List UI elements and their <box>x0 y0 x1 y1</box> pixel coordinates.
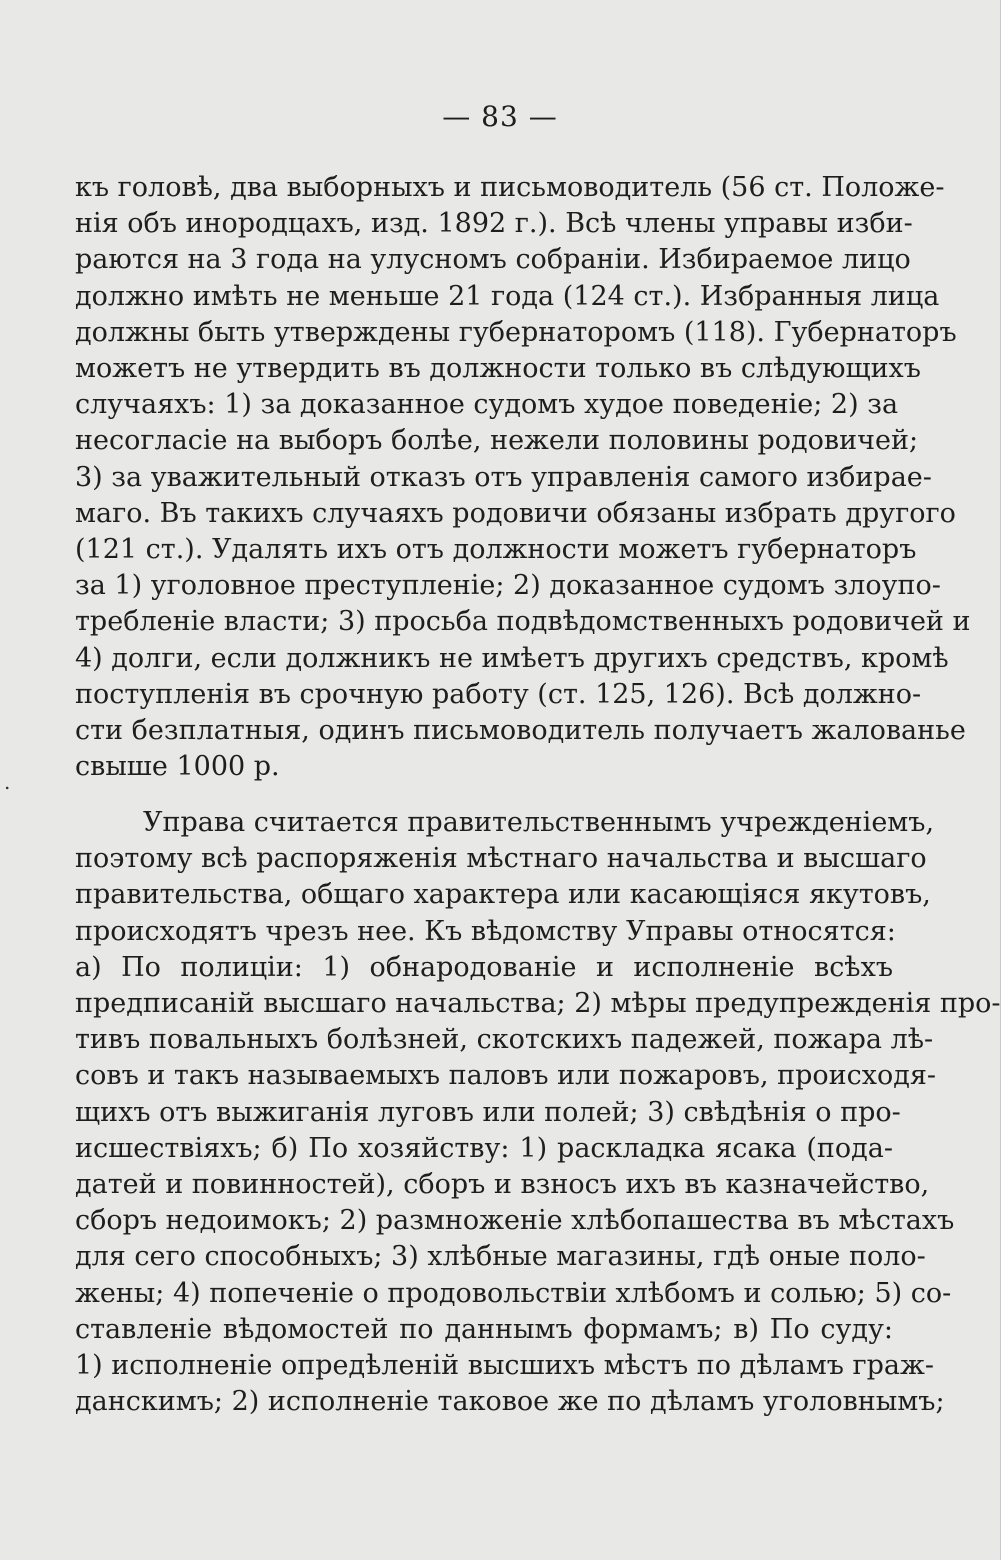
text-line: жены; 4) попеченіе о продовольствіи хлѣбомъ и солью; 5) со- <box>75 1277 952 1309</box>
page-number: — 83 — <box>442 100 558 133</box>
text-line: къ головѣ, два выборныхъ и письмоводитель (56 ст. Положе- <box>75 172 945 203</box>
text-line: поступленія въ срочную работу (ст. 125, 126). Всѣ должно- <box>75 678 922 710</box>
text-line: тивъ повальныхъ болѣзней, скотскихъ падежей, пожара лѣ- <box>75 1024 934 1056</box>
text-line: для сего способныхъ; 3) хлѣбные магазины, гдѣ оные поло- <box>75 1241 926 1273</box>
text-line: ставленіе вѣдомостей по даннымъ формамъ; в) По суду: <box>75 1313 893 1345</box>
text-line: данскимъ; 2) исполненіе таковое же по дѣламъ уголовнымъ; <box>75 1386 945 1418</box>
text-line: датей и повинностей), сборъ и взносъ ихъ въ казначейство, <box>75 1169 930 1200</box>
text-line: должны быть утверждены губернаторомъ (118). Губернаторъ <box>75 316 957 348</box>
text-line: случаяхъ: 1) за доказанное судомъ худое поведеніе; 2) за <box>75 389 899 421</box>
text-line: 1) исполненіе опредѣленій высшихъ мѣстъ по дѣламъ граж- <box>75 1350 934 1381</box>
text-line: нія объ инородцахъ, изд. 1892 г.). Всѣ члены управы изби- <box>75 208 913 240</box>
text-line: щихъ отъ выжиганія луговъ или полей; 3) свѣдѣнія о про- <box>75 1096 901 1128</box>
margin-mark: . <box>4 770 11 794</box>
text-line: требленіе власти; 3) просьба подвѣдомственныхъ родовичей и <box>75 606 971 638</box>
text-line: а) По полиціи: 1) обнародованіе и исполненіе всѣхъ <box>75 951 893 983</box>
text-line: Управа считается правительственнымъ учрежденіемъ, <box>143 807 935 838</box>
text-line: исшествіяхъ; б) По хозяйству: 1) раскладка ясака (пода- <box>75 1132 893 1164</box>
text-line: раются на 3 года на улусномъ собраніи. Избираемое лицо <box>75 244 911 276</box>
text-line: предписаній высшаго начальства; 2) мѣры предупрежденія про- <box>75 988 1001 1019</box>
text-line: за 1) уголовное преступленіе; 2) доказанное судомъ злоупо- <box>75 570 941 602</box>
text-line: сборъ недоимокъ; 2) размноженіе хлѣбопашества въ мѣстахъ <box>75 1205 955 1237</box>
text-line: происходятъ чрезъ нее. Къ вѣдомству Управы относятся: <box>75 915 896 947</box>
text-line: должно имѣть не меньше 21 года (124 ст.). Избранныя лица <box>75 280 940 312</box>
text-line: маго. Въ такихъ случаяхъ родовичи обязаны избрать другого <box>75 497 956 529</box>
text-line: поэтому всѣ распоряженія мѣстнаго начальства и высшаго <box>75 843 927 875</box>
text-line: свыше 1000 р. <box>75 751 280 783</box>
text-line: правительства, общаго характера или касающіяся якутовъ, <box>75 879 931 911</box>
text-line: 3) за уважительный отказъ отъ управленія самого избирае- <box>75 461 932 493</box>
text-line: совъ и такъ называемыхъ паловъ или пожаровъ, происходя- <box>75 1060 937 1092</box>
text-line: несогласіе на выборъ болѣе, нежели половины родовичей; <box>75 425 919 457</box>
text-line: сти безплатныя, одинъ письмоводитель получаетъ жалованье <box>75 715 966 746</box>
text-line: можетъ не утвердить въ должности только въ слѣдующихъ <box>75 353 921 384</box>
text-line: 4) долги, если должникъ не имѣетъ другихъ средствъ, кромѣ <box>75 642 949 674</box>
text-line: (121 ст.). Удалять ихъ отъ должности можетъ губернаторъ <box>75 534 917 565</box>
